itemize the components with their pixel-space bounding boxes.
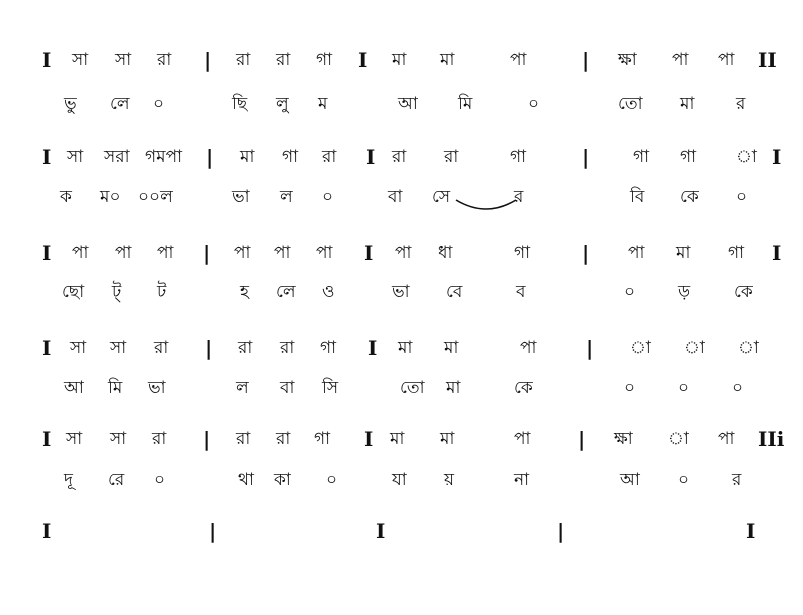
lyric-syllable: ভা: [392, 282, 410, 302]
swara-note: গা: [633, 147, 650, 167]
swara-note: গা: [314, 429, 331, 449]
swara-note: ধা: [438, 243, 453, 263]
swara-note: সা: [66, 429, 83, 449]
lyric-syllable: মি: [458, 94, 473, 114]
lyric-syllable: ল: [280, 187, 293, 207]
swara-note: গা: [728, 243, 745, 263]
lyric-syllable: র: [732, 470, 742, 490]
lyric-syllable: তো: [400, 378, 425, 398]
swara-note: ক্ষা: [614, 429, 633, 449]
swara-note: সা: [110, 338, 127, 358]
lyric-syllable: ০: [624, 282, 636, 302]
swara-note: া: [736, 147, 757, 167]
swara-note: সা: [72, 50, 89, 70]
swara-note: পা: [316, 243, 333, 263]
swara-line-1: [0, 45, 803, 75]
bar-marker: I: [772, 145, 782, 169]
swara-note: রা: [280, 338, 295, 358]
swara-note: া: [630, 338, 651, 358]
bar-marker: |: [206, 145, 214, 169]
swara-note: পা: [72, 243, 89, 263]
lyric-syllable: মা: [446, 378, 461, 398]
swara-note: পা: [520, 338, 537, 358]
lyric-syllable: ০: [678, 470, 690, 490]
swara-note: গা: [316, 50, 333, 70]
lyric-syllable: তো: [618, 94, 643, 114]
bar-marker: |: [204, 48, 212, 72]
swara-note: সা: [115, 50, 132, 70]
lyric-syllable: বে: [446, 282, 463, 302]
lyric-syllable: ০: [153, 94, 165, 114]
swara-note: মা: [390, 429, 405, 449]
swara-note: পা: [628, 243, 645, 263]
swara-note: গমপা: [145, 147, 183, 167]
lyric-syllable: মা: [680, 94, 695, 114]
swara-note: পা: [395, 243, 412, 263]
bar-marker: II: [758, 48, 777, 72]
bar-marker: I: [358, 48, 368, 72]
lyric-syllable: কা: [274, 470, 291, 490]
lyric-syllable: ভা: [232, 187, 250, 207]
lyric-syllable: ভা: [148, 378, 166, 398]
lyric-syllable: লু: [276, 94, 289, 114]
bar-marker: I: [42, 145, 52, 169]
lyric-syllable: ট: [157, 282, 167, 302]
lyric-syllable: ০: [736, 187, 748, 207]
swara-note: রা: [157, 50, 172, 70]
swara-note: পা: [157, 243, 174, 263]
swara-note: গা: [282, 147, 299, 167]
bar-marker: I: [42, 48, 52, 72]
bar-marker: |: [582, 48, 590, 72]
lyric-syllable: কে: [514, 378, 533, 398]
lyric-syllable: কে: [680, 187, 699, 207]
swara-line-2: [0, 142, 803, 172]
bar-marker: |: [578, 427, 586, 451]
lyric-syllable: ক: [60, 187, 72, 207]
lyric-syllable: ট্: [112, 282, 122, 302]
bar-marker: |: [203, 427, 211, 451]
lyric-syllable: দূ: [64, 470, 73, 490]
swara-note: ক্ষা: [618, 50, 637, 70]
lyric-syllable: না: [514, 470, 530, 490]
swara-note: পা: [115, 243, 132, 263]
bar-marker: I: [746, 519, 756, 543]
swara-note: রা: [392, 147, 407, 167]
swara-note: মা: [444, 338, 459, 358]
lyric-syllable: ড়: [678, 282, 691, 302]
slur-mark: [454, 196, 518, 216]
bar-marker: I: [42, 241, 52, 265]
lyric-syllable: ছো: [62, 282, 85, 302]
swara-note: রা: [236, 50, 251, 70]
lyric-syllable: রে: [108, 470, 125, 490]
lyric-syllable: ম: [318, 94, 328, 114]
swara-line-4: [0, 333, 803, 363]
bar-marker: |: [557, 519, 565, 543]
lyric-syllable: য়: [444, 470, 455, 490]
bar-marker: |: [209, 519, 217, 543]
lyric-syllable: ০: [322, 187, 334, 207]
lyric-line-5: [0, 465, 803, 495]
bar-marker: I: [42, 336, 52, 360]
lyric-syllable: ০: [528, 94, 540, 114]
bar-marker: I: [364, 427, 374, 451]
lyric-syllable: ০: [732, 378, 744, 398]
lyric-syllable: লে: [276, 282, 296, 302]
lyric-syllable: ০: [624, 378, 636, 398]
lyric-line-1: [0, 89, 803, 119]
bar-marker: |: [582, 145, 590, 169]
lyric-syllable: ০০ল: [138, 187, 173, 207]
bar-marker: |: [586, 336, 594, 360]
swara-note: গা: [514, 243, 531, 263]
lyric-syllable: থা: [238, 470, 254, 490]
lyric-syllable: মি: [108, 378, 123, 398]
swara-note: সা: [67, 147, 84, 167]
lyric-syllable: আ: [620, 470, 640, 490]
swara-note: গা: [680, 147, 697, 167]
lyric-syllable: ল: [236, 378, 249, 398]
lyric-syllable: র: [514, 187, 524, 207]
swara-line-3: [0, 238, 803, 268]
lyric-syllable: যা: [392, 470, 407, 490]
swara-note: গা: [320, 338, 337, 358]
bar-marker: I: [366, 145, 376, 169]
lyric-syllable: ব: [516, 282, 526, 302]
lyric-syllable: বা: [280, 378, 295, 398]
lyric-syllable: সি: [322, 378, 339, 398]
swara-note: সা: [70, 338, 87, 358]
swara-note: পা: [510, 50, 527, 70]
swara-note: পা: [718, 429, 735, 449]
lyric-line-4: [0, 373, 803, 403]
bar-marker: |: [205, 336, 213, 360]
bar-marker: IIi: [758, 427, 785, 451]
swara-note: মা: [440, 50, 455, 70]
swara-note: া: [668, 429, 689, 449]
lyric-syllable: বা: [388, 187, 403, 207]
swara-note: গা: [510, 147, 527, 167]
swara-note: রা: [238, 338, 253, 358]
lyric-syllable: ভু: [64, 94, 77, 114]
lyric-syllable: ছি: [232, 94, 248, 114]
lyric-syllable: লে: [110, 94, 130, 114]
bar-marker: I: [368, 336, 378, 360]
swara-note: রা: [444, 147, 459, 167]
swara-note: মা: [392, 50, 407, 70]
swara-note: সা: [110, 429, 127, 449]
swara-note: রা: [236, 429, 251, 449]
lyric-syllable: ও: [322, 282, 335, 302]
lyric-syllable: বি: [630, 187, 645, 207]
swara-note: মা: [398, 338, 413, 358]
lyric-syllable: আ: [64, 378, 84, 398]
lyric-syllable: ০: [326, 470, 338, 490]
lyric-line-2: [0, 182, 803, 212]
swara-note: রা: [276, 50, 291, 70]
lyric-syllable: ০: [678, 378, 690, 398]
bar-marker: I: [364, 241, 374, 265]
swara-note: সরা: [104, 147, 130, 167]
lyric-syllable: কে: [734, 282, 753, 302]
swara-note: রা: [322, 147, 337, 167]
swara-note: মা: [240, 147, 255, 167]
lyric-syllable: সে: [432, 187, 451, 207]
lyric-syllable: ০: [154, 470, 166, 490]
swara-note: পা: [234, 243, 251, 263]
lyric-syllable: আ: [398, 94, 418, 114]
swara-note: মা: [440, 429, 455, 449]
bar-marker: |: [582, 241, 590, 265]
swara-note: পা: [514, 429, 531, 449]
swara-note: পা: [672, 50, 689, 70]
swara-line-5: [0, 424, 803, 454]
bar-marker: I: [42, 427, 52, 451]
bar-marker: |: [203, 241, 211, 265]
swara-note: পা: [274, 243, 291, 263]
bar-marker: I: [42, 519, 52, 543]
swara-note: া: [684, 338, 705, 358]
swara-note: রা: [154, 338, 169, 358]
lyric-line-3: [0, 277, 803, 307]
swara-note: রা: [152, 429, 167, 449]
swara-note: া: [738, 338, 759, 358]
swara-note: পা: [718, 50, 735, 70]
swara-note: রা: [276, 429, 291, 449]
lyric-syllable: ম০: [100, 187, 121, 207]
lyric-syllable: র: [736, 94, 746, 114]
swara-note: মা: [676, 243, 691, 263]
empty-measure-line: [0, 516, 803, 546]
bar-marker: I: [376, 519, 386, 543]
lyric-syllable: হ: [240, 282, 249, 302]
bar-marker: I: [772, 241, 782, 265]
